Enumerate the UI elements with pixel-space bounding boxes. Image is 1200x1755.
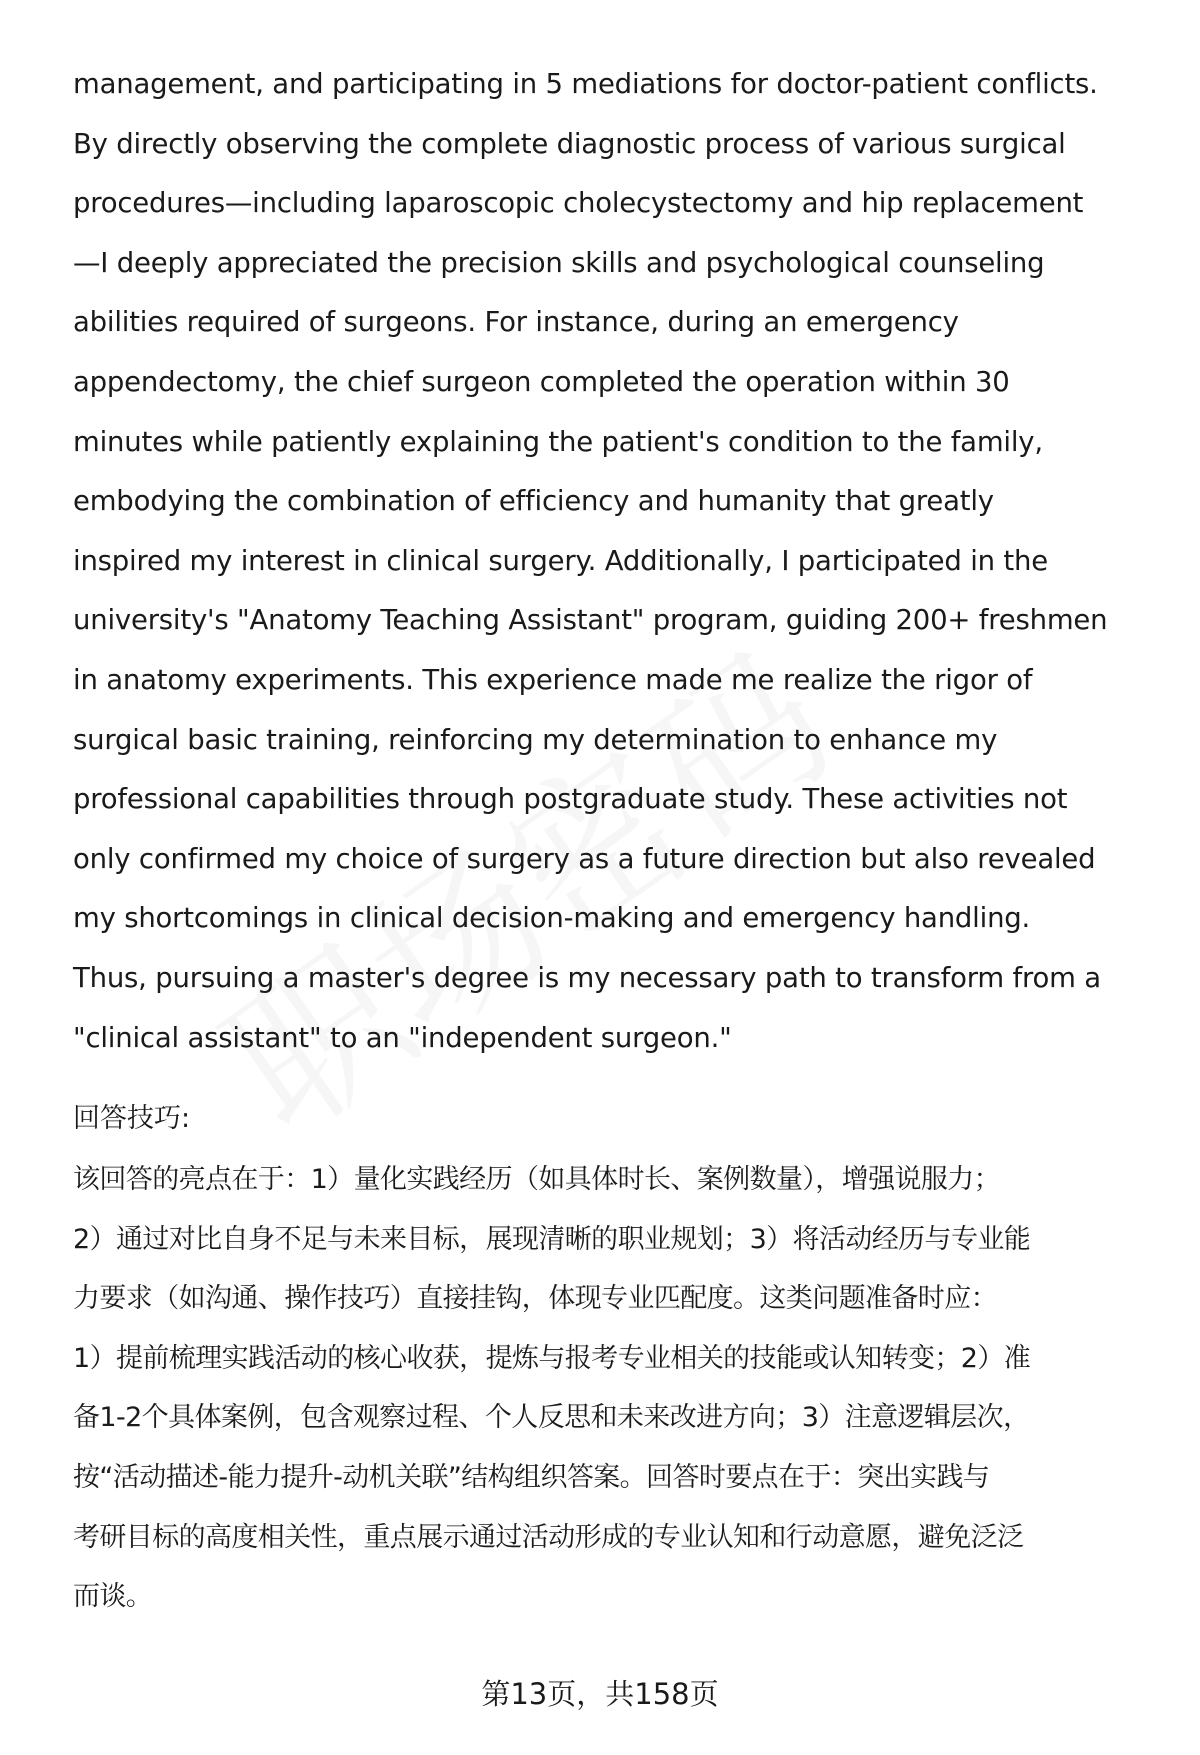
body-line: procedures—including laparoscopic cholecystectomy and hip replacement xyxy=(73,187,1084,220)
body-line: my shortcomings in clinical decision-making and emergency handling. xyxy=(73,902,1031,935)
answer-tips xyxy=(73,1088,1163,1627)
body-line: surgical basic training, reinforcing my determination to enhance my xyxy=(73,723,998,756)
tips-title: 回答技巧: xyxy=(73,1103,191,1134)
body-line: management, and participating in 5 mediations for doctor-patient conflicts. xyxy=(73,68,1098,100)
body-line: in anatomy experiments. This experience made me realize the rigor of xyxy=(73,663,1033,696)
body-line: "clinical assistant" to an "independent surgeon." xyxy=(73,1021,732,1054)
tips-line: 2）通过对比自身不足与未来目标，展现清晰的职业规划；3）将活动经历与专业能 xyxy=(73,1223,1031,1255)
body-line: —I deeply appreciated the precision skills and psychological counseling xyxy=(73,246,1045,279)
body-line: only confirmed my choice of surgery as a future direction but also revealed xyxy=(73,842,1096,875)
page-number: 第13页，共158页 xyxy=(481,1677,719,1711)
body-line: minutes while patiently explaining the patient's condition to the family, xyxy=(73,425,1043,458)
tips-line: 考研目标的高度相关性，重点展示通过活动形成的专业认知和行动意愿，避免泛泛 xyxy=(73,1521,1024,1553)
tips-line: 1）提前梳理实践活动的核心收获，提炼与报考专业相关的技能或认知转变；2）准 xyxy=(73,1342,1031,1374)
tips-line: 备1-2个具体案例，包含观察过程、个人反思和未来改进方向；3）注意逻辑层次， xyxy=(73,1402,1030,1434)
tips-line: 而谈。 xyxy=(73,1581,153,1613)
body-line: By directly observing the complete diagnostic process of various surgical xyxy=(73,127,1066,160)
body-line: inspired my interest in clinical surgery. Additionally, I participated in the xyxy=(73,544,1048,577)
tips-line: 力要求（如沟通、操作技巧）直接挂钩，体现专业匹配度。这类问题准备时应： xyxy=(73,1283,997,1315)
body-line: appendectomy, the chief surgeon completed the operation within 30 xyxy=(73,365,1010,398)
body-line: professional capabilities through postgraduate study. These activities not xyxy=(73,783,1068,816)
body-line: abilities required of surgeons. For instance, during an emergency xyxy=(73,306,959,339)
tips-line: 按“活动描述-能力提升-动机关联”结构组织答案。回答时要点在于：突出实践与 xyxy=(73,1461,990,1493)
answer-body xyxy=(73,55,1163,1068)
tips-line: 该回答的亮点在于：1）量化实践经历（如具体时长、案例数量），增强说服力； xyxy=(73,1164,1001,1195)
body-line: Thus, pursuing a master's degree is my necessary path to transform from a xyxy=(73,961,1101,994)
body-line: embodying the combination of efficiency and humanity that greatly xyxy=(73,485,994,518)
body-line: university's "Anatomy Teaching Assistant" program, guiding 200+ freshmen xyxy=(73,604,1108,637)
